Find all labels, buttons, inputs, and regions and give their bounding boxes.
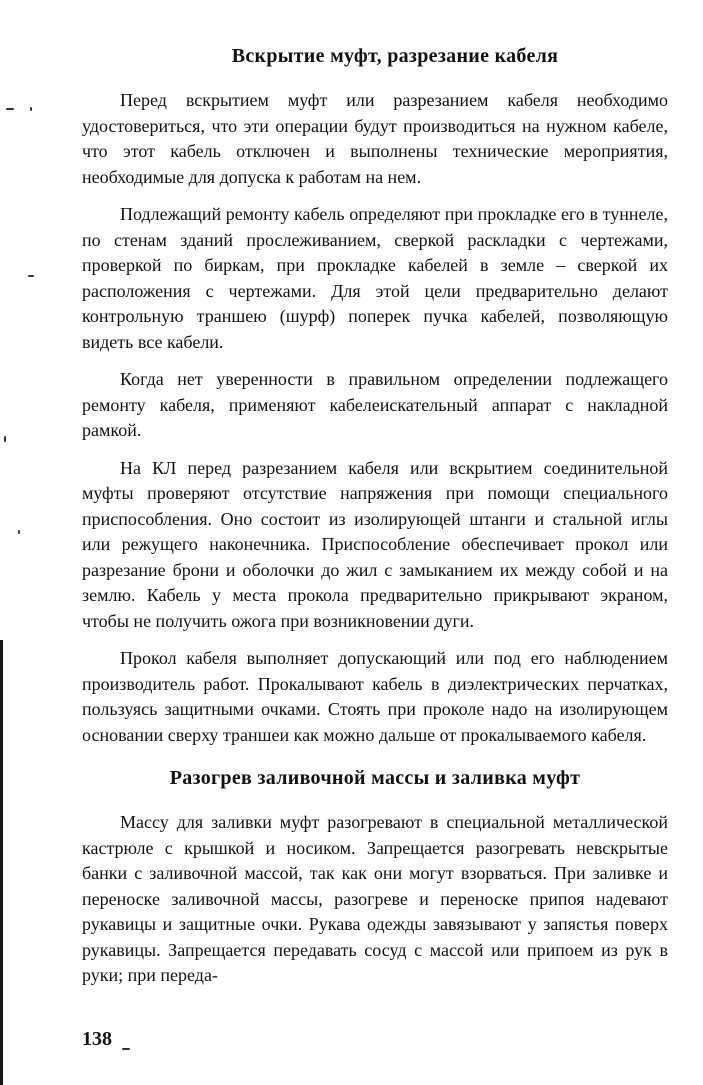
section-heading: Разогрев заливочной массы и заливка муфт xyxy=(169,767,581,789)
scan-speck xyxy=(30,107,32,111)
section-body xyxy=(82,88,668,748)
paragraph: Когда нет уверенности в правильном определении подлежащего ремонту кабеля, применяют кабелеискательный аппарат с накладной рамкой. xyxy=(82,369,668,440)
scan-speck xyxy=(4,436,6,442)
paragraph: Подлежащий ремонту кабель определяют при прокладке его в туннеле, по стенам зданий прослеживанием, сверкой раскладки с чертежами, проверкой по биркам, при прокладке кабелей в земле – сверкой их расположения с чертежами. Для этой цели предварительно делают контрольную траншею (шурф) поперек пучка кабелей, позволяющую видеть все кабели. xyxy=(82,204,668,352)
scan-speck xyxy=(6,108,14,110)
paragraph: Прокол кабеля выполняет допускающий или под его наблюдением производитель работ. Прокалывают кабель в диэлектрических перчатках, пользуясь защитными очками. Стоять при проколе надо на изолирующем основании сверху траншеи как можно дальше от прокалываемого кабеля. xyxy=(82,648,668,745)
scan-speck xyxy=(122,1048,130,1050)
paragraph: Массу для заливки муфт разогревают в специальной металлической кастрюле с крышкой и носиком. Запрещается разогревать невскрытые банки с заливочной массой, так как они могут взорваться. При заливке и переноске заливочной массы, разогреве и переноске припоя надевают рукавицы и защитные очки. Рукава одежды завязывают у запястья поверх рукавицы. Запрещается передавать сосуд с массой или припоем из рук в руки; при переда- xyxy=(82,812,668,985)
paragraph: На КЛ перед разрезанием кабеля или вскрытием соединительной муфты проверяют отсутствие напряжения при помощи специального приспособления. Оно состоит из изолирующей штанги и стальной иглы или режущего наконечника. Приспособление обеспечивает прокол или разрезание брони и оболочки до жил с замыканием их между собой и на землю. Кабель у места прокола предварительно прикрывают экраном, чтобы не получить ожога при возникновении дуги. xyxy=(82,457,668,631)
scan-edge-shadow xyxy=(0,640,3,1085)
section-body xyxy=(82,810,668,989)
section-heading: Вскрытие муфт, разрезание кабеля xyxy=(231,45,559,67)
scan-speck xyxy=(28,275,34,277)
page-number: 138 xyxy=(82,1028,112,1050)
paragraph: Перед вскрытием муфт или разрезанием кабеля необходимо удостовериться, что эти операции будут производиться на нужном кабеле, что этот кабель отключен и выполнены технические мероприятия, необходимые для допуска к работам на нем. xyxy=(82,90,668,187)
document-page xyxy=(82,44,668,1001)
scan-speck xyxy=(18,530,20,534)
